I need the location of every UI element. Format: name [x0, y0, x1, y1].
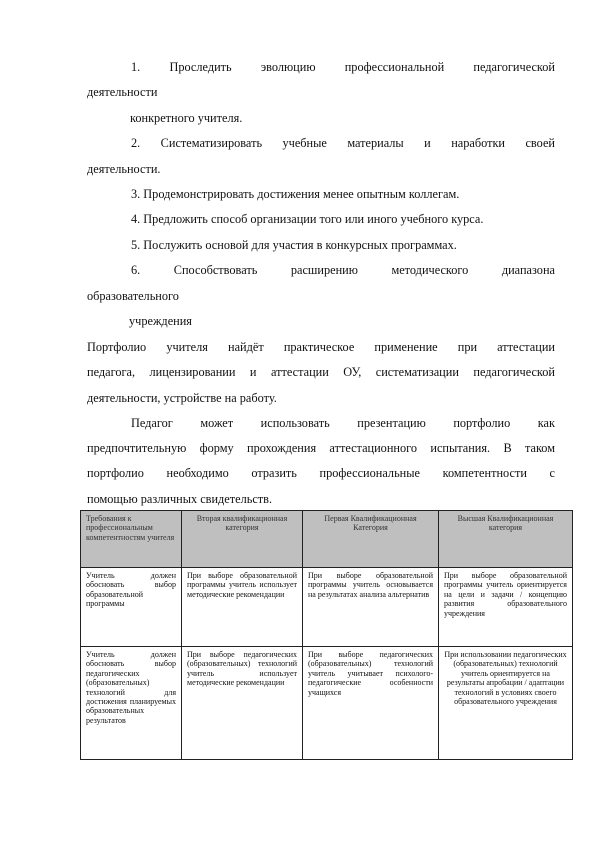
- list-item-6-line-3: учреждения: [129, 314, 192, 328]
- table-header-second-category: Вторая квалификационная категория: [182, 511, 303, 568]
- paragraph-2-line-4: помощью различных свидетельств.: [87, 492, 273, 506]
- table-header-highest-category: Высшая Квалификационная категория: [439, 511, 573, 568]
- paragraph-1-line-2: педагога, лицензировании и аттестации ОУ, систематизации педагогической: [87, 365, 555, 379]
- list-item-3: 3. Продемонстрировать достижения менее опытным коллегам.: [131, 187, 460, 201]
- list-item-4: 4. Предложить способ организации того или иного учебного курса.: [131, 212, 484, 226]
- list-item-5: 5. Послужить основой для участия в конкурсных программах.: [131, 238, 457, 252]
- table-cell: При выборе педагогических (образовательных) технологий учитель учитывает психолого-педагогические особенности учащихся: [303, 647, 439, 760]
- list-item-6-line-2: образовательного: [87, 289, 179, 303]
- paragraph-2-line-3: портфолио необходимо отразить профессиональные компетентности с: [87, 466, 555, 480]
- list-item-2-line-1: 2. Систематизировать учебные материалы и наработки своей: [131, 136, 555, 150]
- table-cell: При выборе образовательной программы учитель использует методические рекомендации: [182, 568, 303, 647]
- list-item-1-line-3: конкретного учителя.: [130, 111, 243, 125]
- table-cell: Учитель должен обосновать выбор педагогических (образовательных) технологий для достижения планируемых образовательных результатов: [81, 647, 182, 760]
- list-item-6-line-1: 6. Способствовать расширению методического диапазона: [131, 263, 555, 277]
- paragraph-1-line-3: деятельности, устройстве на работу.: [87, 391, 277, 405]
- paragraph-2-line-1: Педагог может использовать презентацию портфолио как: [131, 416, 555, 430]
- table-header-row: [81, 511, 573, 568]
- list-item-1-line-2: деятельности: [87, 85, 158, 99]
- table-row: [81, 568, 573, 647]
- table-cell: При выборе образовательной программы учитель ориентируется на цели и задачи / концепцию развития образовательного учреждения: [439, 568, 573, 647]
- qualification-requirements-table: [80, 510, 573, 760]
- table-cell: Учитель должен обосновать выбор образовательной программы: [81, 568, 182, 647]
- table-row: [81, 647, 573, 760]
- list-item-2-line-2: деятельности.: [87, 162, 161, 176]
- paragraph-1-line-1: Портфолио учителя найдёт практическое применение при аттестации: [87, 340, 555, 354]
- table-header-first-category: Первая Квалификационная Категория: [303, 511, 439, 568]
- table-cell: При выборе педагогических (образовательных) технологий учитель использует методические рекомендации: [182, 647, 303, 760]
- table-cell: При использовании педагогических (образовательных) технологий учитель ориентируется на результаты апробации / адаптации технологий в условиях своего образовательного учреждения: [439, 647, 573, 760]
- table-header-requirements: Требования к профессиональным компетентностям учителя: [81, 511, 182, 568]
- paragraph-2-line-2: предпочтительную форму прохождения аттестационного испытания. В таком: [87, 441, 555, 455]
- table-cell: При выборе образовательной программы учитель основывается на результатах анализа альтернатив: [303, 568, 439, 647]
- list-item-1-line-1: 1. Проследить эволюцию профессиональной педагогической: [131, 60, 555, 74]
